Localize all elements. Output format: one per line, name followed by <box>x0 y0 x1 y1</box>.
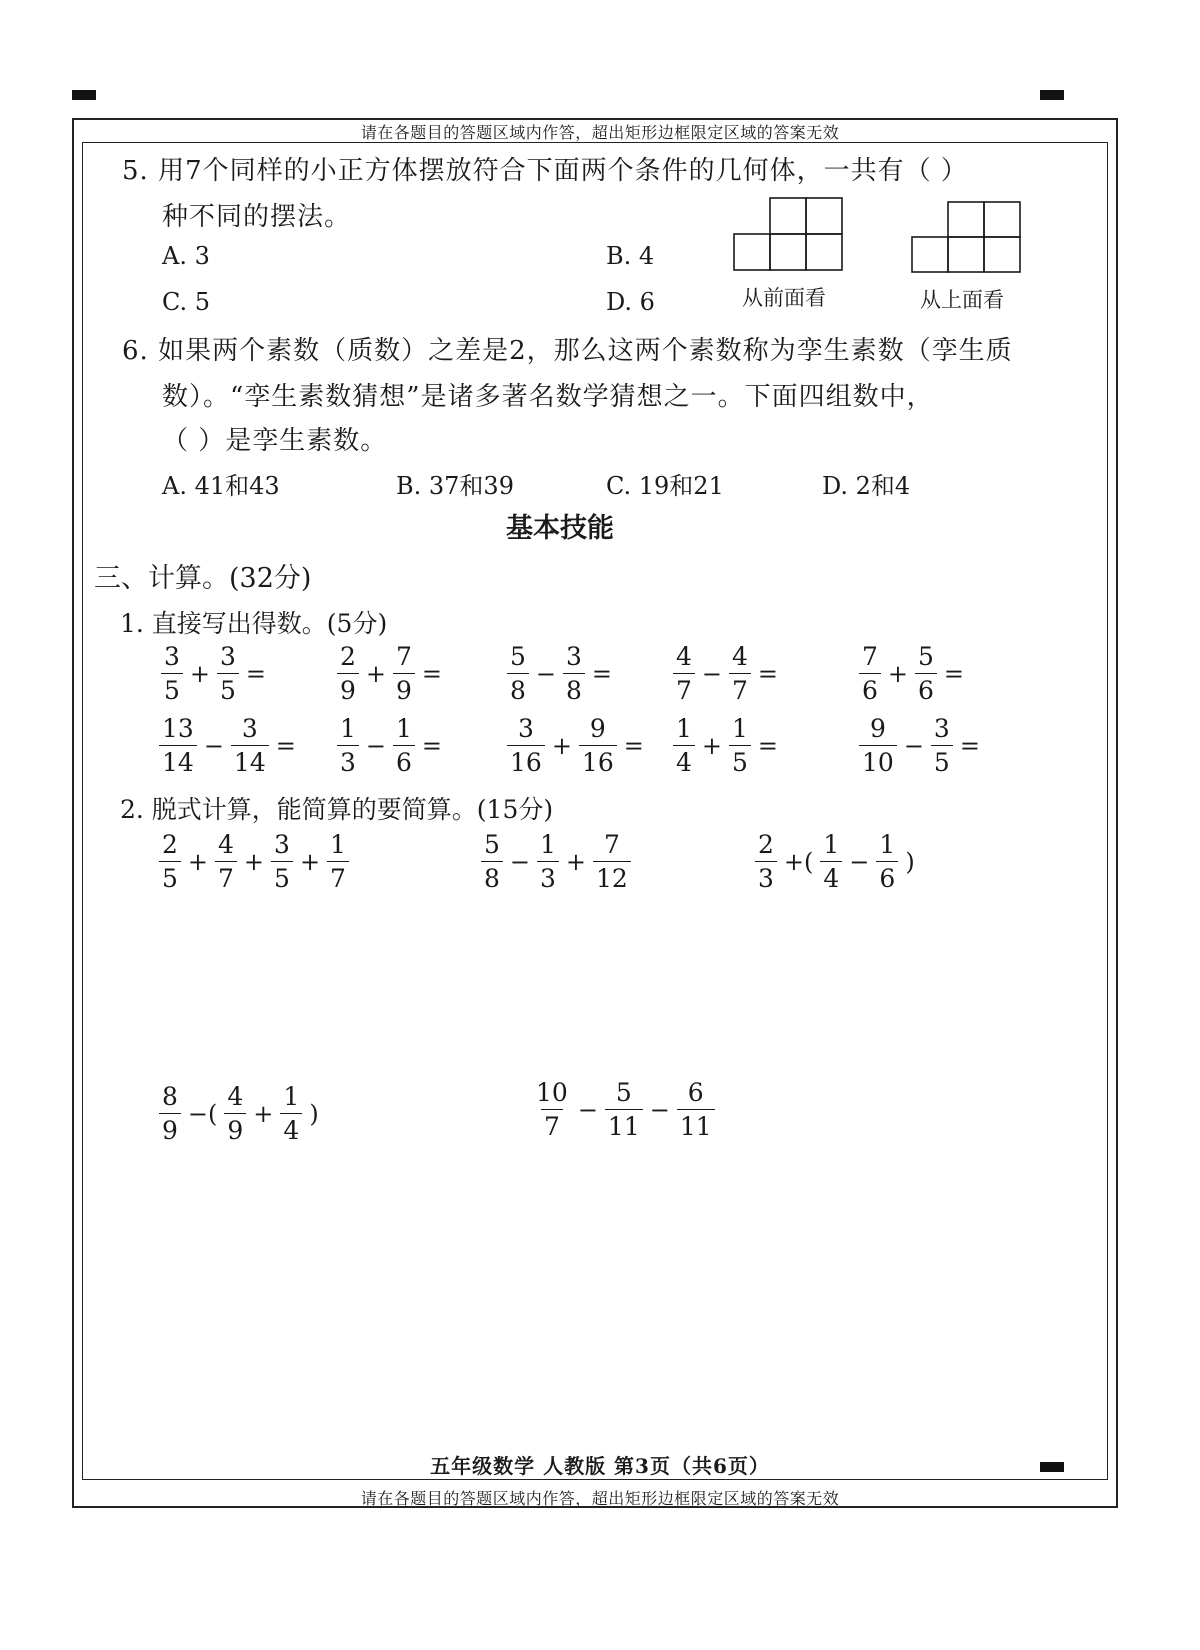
fraction <box>859 644 881 703</box>
fraction-denominator: 9 <box>224 1113 246 1143</box>
fraction <box>159 716 197 775</box>
fraction <box>729 644 751 703</box>
math-operator: = <box>245 659 267 688</box>
math-operator: ) <box>309 1099 319 1128</box>
notice-top: 请在各题目的答题区域内作答，超出矩形边框限定区域的答案无效 <box>360 123 840 142</box>
fraction-numerator: 2 <box>162 830 178 859</box>
fraction <box>481 832 503 891</box>
q6-text-line2: 数）。“孪生素数猜想”是诸多著名数学猜想之一。下面四组数中， <box>162 382 934 412</box>
math-operator: = <box>623 731 644 760</box>
fraction-denominator: 5 <box>729 745 751 775</box>
q6-option-c: C. 19和21 <box>606 472 724 500</box>
math-operator: − <box>203 731 224 760</box>
direct-calc-expression <box>334 644 446 703</box>
fraction-numerator: 7 <box>396 642 412 671</box>
notice-bottom: 请在各题目的答题区域内作答，超出矩形边框限定区域的答案无效 <box>360 1489 840 1508</box>
fraction-denominator: 3 <box>537 861 559 891</box>
q5-option-d: D. 6 <box>606 288 655 316</box>
fraction-denominator: 6 <box>876 861 898 891</box>
section-three-title: 三、计算。(32分) <box>94 563 312 594</box>
fraction-numerator: 1 <box>879 830 896 859</box>
fraction-numerator: 1 <box>676 714 692 743</box>
math-operator: = <box>421 731 443 760</box>
direct-calc-expression <box>156 716 300 775</box>
fraction-denominator: 8 <box>481 861 503 891</box>
fraction-numerator: 3 <box>241 714 258 743</box>
math-operator: + <box>565 847 587 876</box>
math-operator: = <box>757 731 779 760</box>
math-operator: − <box>701 659 723 688</box>
fraction-denominator: 5 <box>217 673 239 703</box>
fraction <box>159 1084 181 1143</box>
direct-calc-expression <box>504 716 648 775</box>
fraction-numerator: 4 <box>676 642 692 671</box>
q5-option-a: A. 3 <box>162 242 210 270</box>
fraction <box>224 1084 246 1143</box>
fraction-numerator: 10 <box>536 1078 568 1107</box>
fraction-numerator: 4 <box>218 830 234 859</box>
fraction-denominator: 7 <box>327 861 349 891</box>
fraction-numerator: 7 <box>603 830 620 859</box>
top-view-diagram <box>908 200 1024 274</box>
direct-calc-expression <box>158 644 270 703</box>
fraction-denominator: 16 <box>507 745 545 775</box>
fraction <box>533 1080 571 1139</box>
fraction-denominator: 7 <box>673 673 695 703</box>
fraction <box>605 1080 643 1139</box>
math-operator: = <box>959 731 980 760</box>
fraction-numerator: 1 <box>823 830 840 859</box>
front-view-caption: 从前面看 <box>742 286 826 310</box>
step-calc-expression <box>752 832 919 891</box>
fraction <box>673 644 695 703</box>
fraction <box>159 832 181 891</box>
fraction <box>507 644 529 703</box>
fraction <box>393 644 415 703</box>
direct-calc-expression <box>670 716 782 775</box>
math-operator: + <box>243 847 265 876</box>
fraction-denominator: 10 <box>859 745 897 775</box>
fraction-numerator: 1 <box>330 830 346 859</box>
fraction-denominator: 7 <box>541 1109 563 1139</box>
fraction-denominator: 16 <box>579 745 617 775</box>
fraction-denominator: 7 <box>729 673 751 703</box>
fraction <box>161 644 183 703</box>
page-footer: 五年级数学 人教版 第3页（共6页） <box>430 1454 770 1478</box>
fraction-numerator: 3 <box>566 642 582 671</box>
fraction-numerator: 5 <box>510 642 526 671</box>
math-operator: −( <box>187 1099 218 1128</box>
fraction-numerator: 5 <box>615 1078 632 1107</box>
math-operator: + <box>551 731 572 760</box>
fraction-denominator: 9 <box>393 673 415 703</box>
q5-text-line1: 5. 用7个同样的小正方体摆放符合下面两个条件的几何体，一共有（ ） <box>122 156 968 186</box>
fraction <box>729 716 751 775</box>
math-operator: = <box>943 659 965 688</box>
fraction-denominator: 7 <box>215 861 237 891</box>
fraction-numerator: 3 <box>933 714 950 743</box>
math-operator: + <box>701 731 723 760</box>
fraction <box>215 832 237 891</box>
fraction <box>593 832 631 891</box>
fraction-numerator: 8 <box>162 1082 178 1111</box>
fraction-numerator: 4 <box>732 642 748 671</box>
fraction-numerator: 3 <box>517 714 534 743</box>
fraction <box>820 832 842 891</box>
fraction <box>579 716 617 775</box>
fraction-numerator: 5 <box>484 830 500 859</box>
fraction-numerator: 6 <box>687 1078 704 1107</box>
step-calc-expression <box>156 1084 323 1143</box>
fraction <box>755 832 777 891</box>
math-operator: + <box>253 1099 274 1128</box>
fraction-numerator: 1 <box>732 714 748 743</box>
fraction <box>393 716 415 775</box>
fraction-numerator: 1 <box>283 1082 300 1111</box>
q6-option-a: A. 41和43 <box>162 472 280 500</box>
math-operator: − <box>649 1095 670 1124</box>
fraction-numerator: 5 <box>918 642 934 671</box>
fraction-denominator: 9 <box>337 673 359 703</box>
fraction <box>859 716 897 775</box>
fraction-denominator: 4 <box>820 861 842 891</box>
fraction-denominator: 5 <box>271 861 293 891</box>
fraction-denominator: 4 <box>280 1113 302 1143</box>
fraction <box>337 644 359 703</box>
q6-text-line1: 6. 如果两个素数（质数）之差是2，那么这两个素数称为孪生素数（孪生质 <box>122 336 1013 366</box>
sub-question-1-title: 1. 直接写出得数。(5分) <box>120 609 388 638</box>
math-operator: = <box>757 659 779 688</box>
direct-calc-expression <box>856 644 968 703</box>
fraction-numerator: 1 <box>340 714 356 743</box>
registration-mark-top-right <box>1040 90 1064 100</box>
fraction-numerator: 9 <box>869 714 886 743</box>
math-operator: ) <box>905 847 915 876</box>
direct-calc-expression <box>504 644 616 703</box>
fraction <box>327 832 349 891</box>
math-operator: − <box>903 731 924 760</box>
math-operator: + <box>365 659 387 688</box>
direct-calc-expression <box>670 644 782 703</box>
math-operator: − <box>509 847 531 876</box>
fraction-numerator: 2 <box>340 642 356 671</box>
math-operator: − <box>577 1095 598 1124</box>
fraction-denominator: 8 <box>563 673 585 703</box>
front-view-diagram <box>730 196 846 272</box>
math-operator: + <box>887 659 909 688</box>
math-operator: − <box>535 659 557 688</box>
fraction-denominator: 11 <box>605 1109 643 1139</box>
fraction-denominator: 3 <box>755 861 777 891</box>
fraction-denominator: 11 <box>677 1109 715 1139</box>
math-operator: − <box>365 731 387 760</box>
q6-option-b: B. 37和39 <box>396 472 514 500</box>
registration-mark-top-left <box>72 90 96 100</box>
step-calc-expression <box>530 1080 718 1139</box>
fraction <box>280 1084 302 1143</box>
fraction <box>563 644 585 703</box>
fraction-numerator: 4 <box>227 1082 244 1111</box>
q5-option-b: B. 4 <box>606 242 655 270</box>
fraction <box>876 832 898 891</box>
fraction-denominator: 14 <box>231 745 269 775</box>
direct-calc-expression <box>334 716 446 775</box>
math-operator: = <box>275 731 296 760</box>
fraction <box>507 716 545 775</box>
fraction-numerator: 3 <box>164 642 180 671</box>
fraction-numerator: 7 <box>862 642 878 671</box>
fraction <box>677 1080 715 1139</box>
top-view-caption: 从上面看 <box>920 288 1004 312</box>
step-calc-expression <box>478 832 634 891</box>
fraction <box>915 644 937 703</box>
fraction-numerator: 2 <box>758 830 774 859</box>
fraction-denominator: 6 <box>859 673 881 703</box>
sub-question-2-title: 2. 脱式计算，能简算的要简算。(15分) <box>120 795 554 824</box>
fraction-numerator: 1 <box>540 830 556 859</box>
q6-option-d: D. 2和4 <box>822 472 911 500</box>
fraction-denominator: 3 <box>337 745 359 775</box>
fraction-numerator: 1 <box>396 714 412 743</box>
fraction-denominator: 6 <box>915 673 937 703</box>
math-operator: +( <box>783 847 814 876</box>
q5-option-c: C. 5 <box>162 288 211 316</box>
fraction-denominator: 14 <box>159 745 197 775</box>
direct-calc-expression <box>856 716 984 775</box>
fraction-denominator: 9 <box>159 1113 181 1143</box>
fraction <box>931 716 953 775</box>
fraction-numerator: 9 <box>589 714 606 743</box>
math-operator: + <box>299 847 321 876</box>
q6-text-line3: （ ）是孪生素数。 <box>162 426 388 456</box>
fraction <box>271 832 293 891</box>
fraction <box>337 716 359 775</box>
step-calc-expression <box>156 832 352 891</box>
fraction-denominator: 4 <box>673 745 695 775</box>
math-operator: + <box>189 659 211 688</box>
math-operator: = <box>421 659 443 688</box>
fraction-denominator: 5 <box>931 745 953 775</box>
fraction-denominator: 5 <box>161 673 183 703</box>
fraction-numerator: 13 <box>162 714 194 743</box>
fraction <box>673 716 695 775</box>
fraction <box>217 644 239 703</box>
fraction <box>231 716 269 775</box>
section-heading: 基本技能 <box>506 513 614 544</box>
fraction-denominator: 12 <box>593 861 631 891</box>
fraction-denominator: 5 <box>159 861 181 891</box>
math-operator: + <box>187 847 209 876</box>
math-operator: − <box>849 847 870 876</box>
fraction-denominator: 8 <box>507 673 529 703</box>
fraction-numerator: 3 <box>220 642 236 671</box>
q5-text-line2: 种不同的摆法。 <box>162 202 352 232</box>
fraction-numerator: 3 <box>274 830 290 859</box>
fraction-denominator: 6 <box>393 745 415 775</box>
fraction <box>537 832 559 891</box>
math-operator: = <box>591 659 613 688</box>
